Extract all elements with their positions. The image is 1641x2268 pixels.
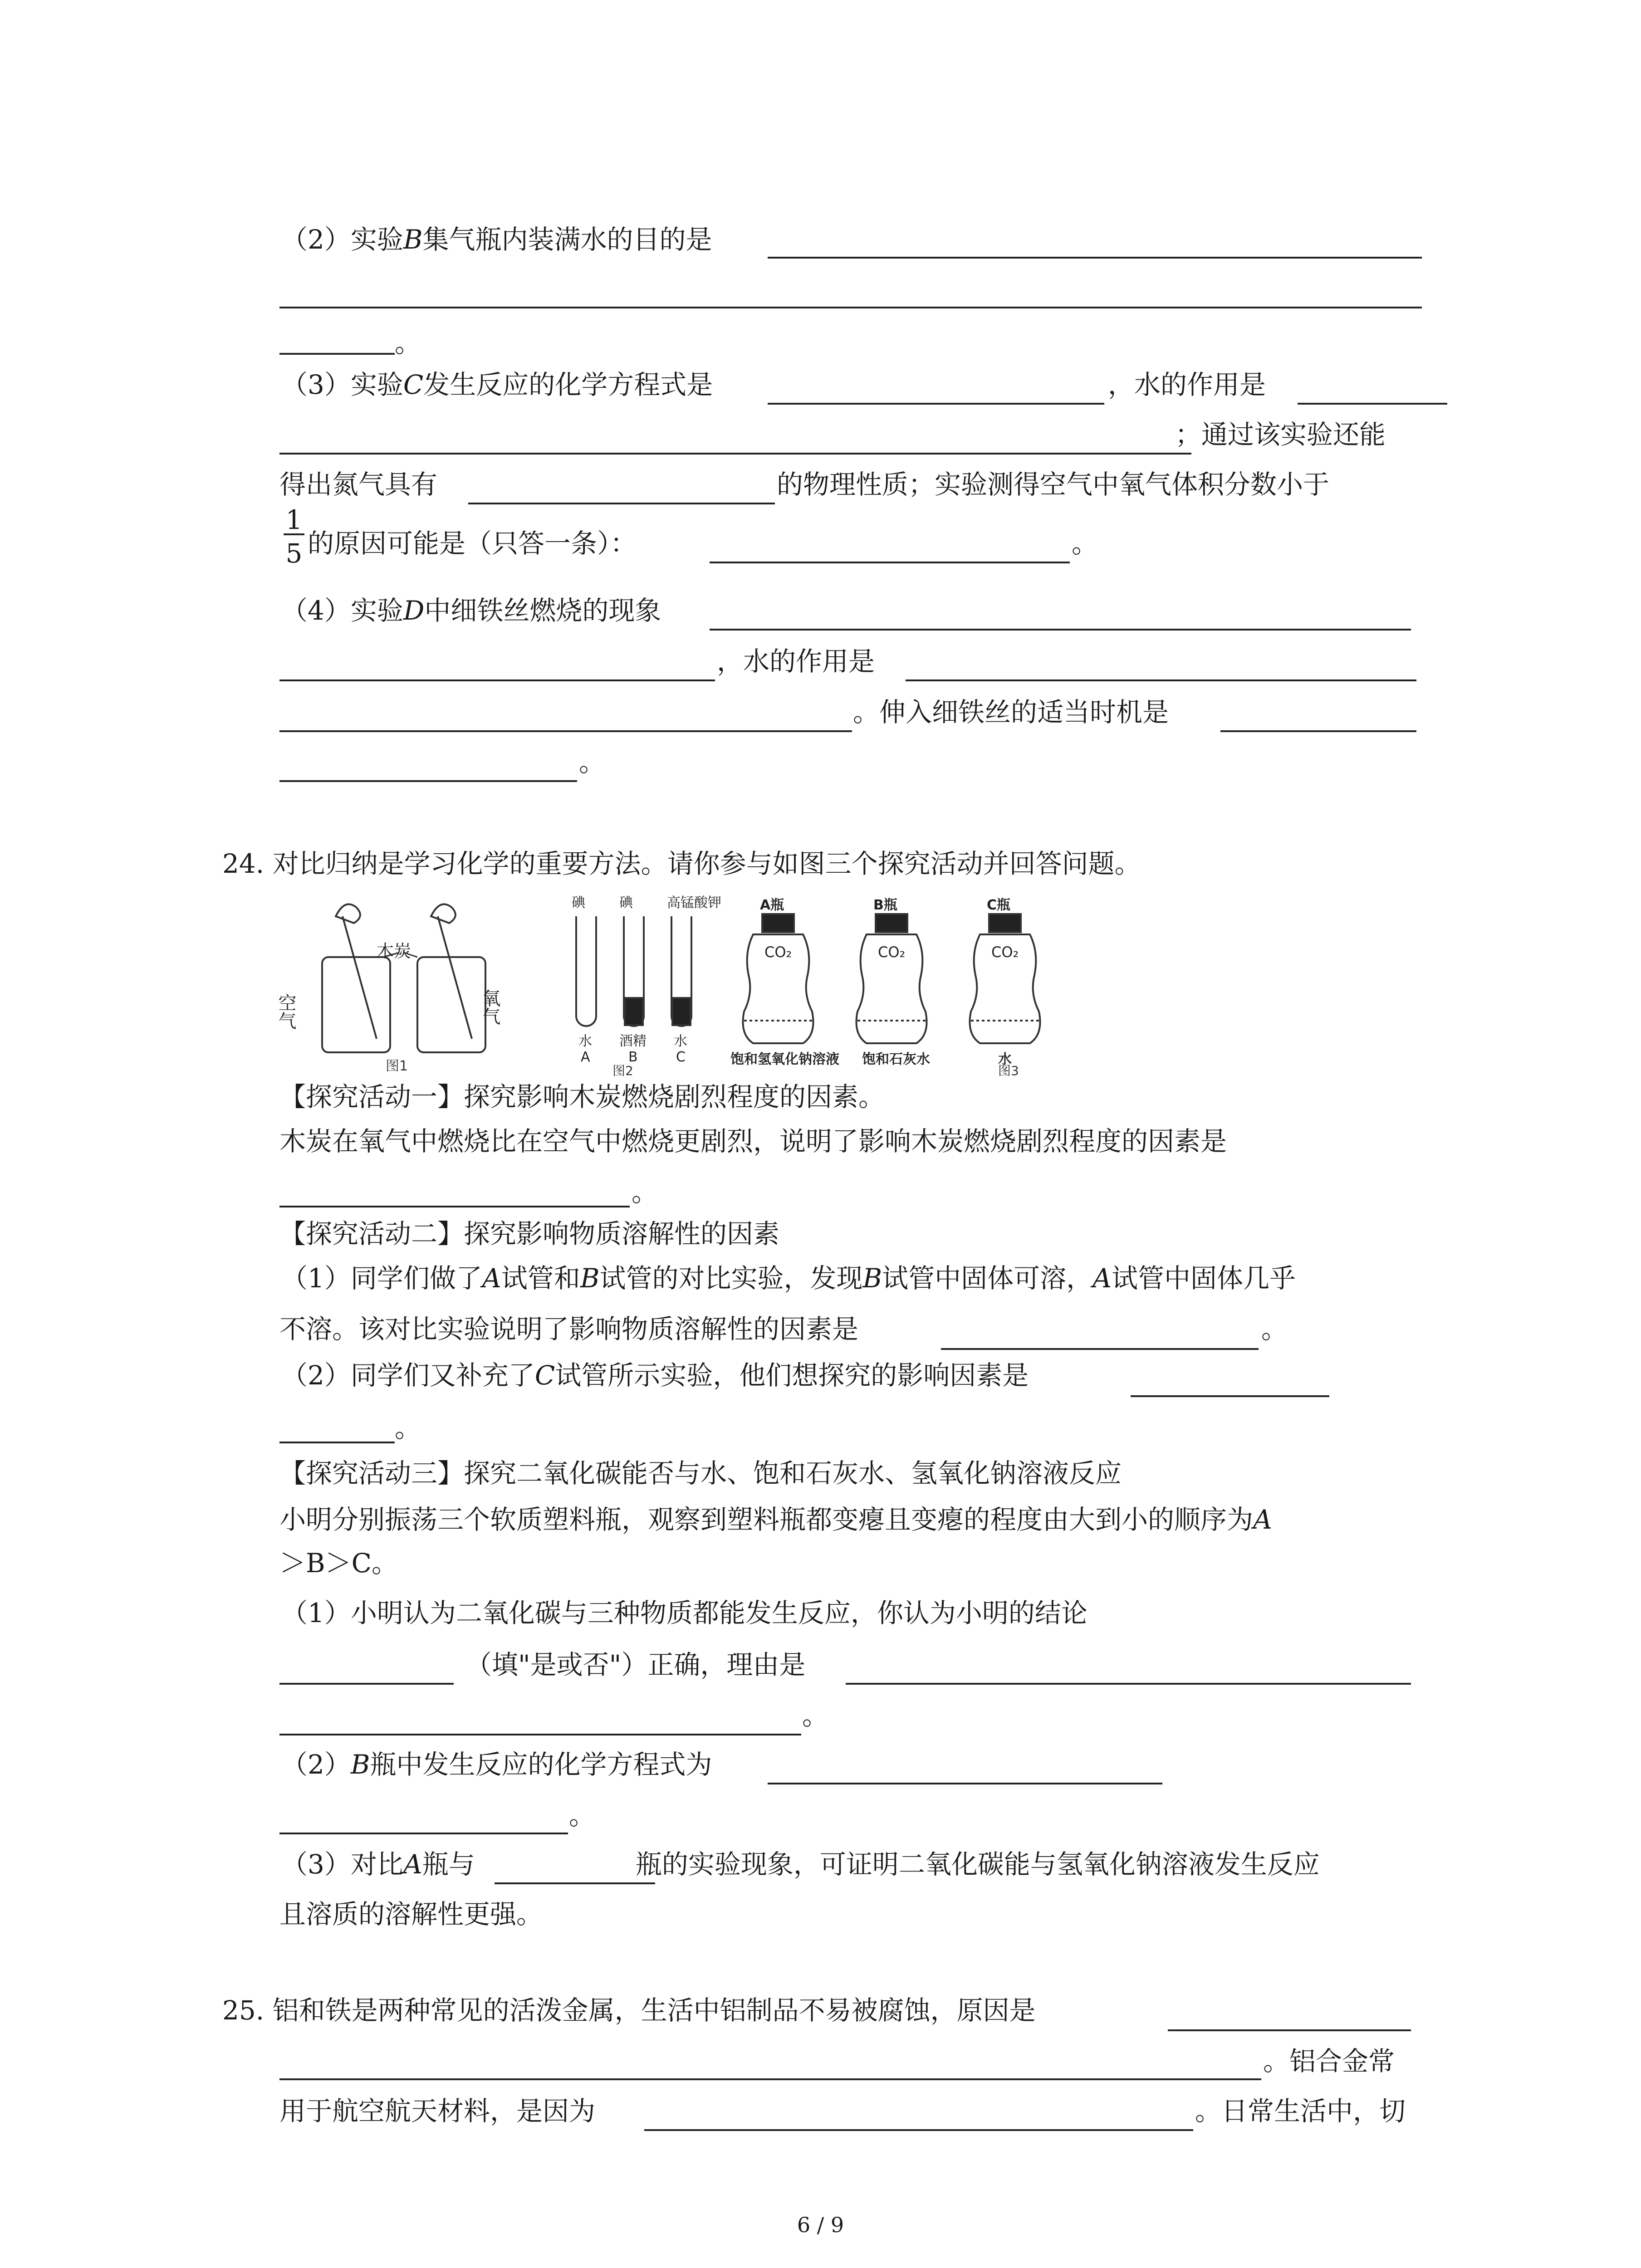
answer-blank[interactable] <box>710 562 1070 563</box>
page-number: 6 / 9 <box>797 2213 844 2237</box>
fraction-bar <box>284 533 304 535</box>
q25-line3a: 用于航空航天材料，是因为 <box>279 2096 596 2126</box>
q23-p2-line1: （2）实验B集气瓶内装满水的目的是 <box>281 224 712 255</box>
answer-blank[interactable] <box>495 1882 655 1884</box>
activity2-q2: （2）同学们又补充了C试管所示实验，他们想探究的影响因素是 <box>281 1360 1029 1391</box>
activity2-title: 【探究活动二】探究影响物质溶解性的因素 <box>279 1218 780 1249</box>
answer-blank[interactable] <box>279 2078 1261 2080</box>
answer-blank[interactable] <box>279 1442 395 1443</box>
fig2-tube-b: B <box>628 1049 638 1065</box>
fig2-caption: 图2 <box>612 1063 633 1078</box>
fig2-test-tubes <box>576 916 691 1026</box>
q23-p4-line3: 。伸入细铁丝的适当时机是 <box>853 697 1169 728</box>
answer-blank[interactable] <box>279 1734 801 1735</box>
activity1-title: 【探究活动一】探究影响木炭燃烧剧烈程度的因素。 <box>279 1081 885 1112</box>
fraction-numerator: 1 <box>285 504 303 535</box>
answer-blank[interactable] <box>846 1683 1411 1685</box>
answer-blank[interactable] <box>644 2129 1193 2131</box>
fig3-bottle-b: B瓶 <box>873 897 897 913</box>
answer-blank[interactable] <box>1220 730 1416 732</box>
activity1-body: 木炭在氧气中燃烧比在空气中燃烧更剧烈，说明了影响木炭燃烧剧烈程度的因素是 <box>279 1126 1227 1157</box>
answer-blank[interactable] <box>279 307 1422 308</box>
fig2-reagent-a: 碘 <box>572 895 585 911</box>
q23-p4-line1: （4）实验D中细铁丝燃烧的现象 <box>281 595 661 626</box>
q23-p3-line1: （3）实验C发生反应的化学方程式是 <box>281 369 713 400</box>
fig2-solvent-a: 水 <box>578 1033 592 1049</box>
q23-p3-line3a: 得出氮气具有 <box>279 469 438 500</box>
answer-blank[interactable] <box>710 629 1411 631</box>
fig2-solvent-c: 水 <box>674 1033 687 1049</box>
q25-line2-end: 。铝合金常 <box>1263 2046 1395 2077</box>
activity3-q2-end: 。 <box>569 1800 596 1831</box>
answer-blank[interactable] <box>1168 2029 1411 2031</box>
answer-blank[interactable] <box>279 1206 630 1207</box>
fig3-bottles <box>743 914 1040 1043</box>
activity2-q1-end: 。 <box>1261 1314 1288 1344</box>
answer-blank[interactable] <box>279 1833 568 1834</box>
fig3-gas-b: CO₂ <box>878 943 906 961</box>
fraction-denominator: 5 <box>285 538 303 569</box>
fig2-solvent-b: 酒精 <box>619 1033 647 1049</box>
q23-p3-line3b: 的物理性质；实验测得空气中氧气体积分数小于 <box>777 469 1330 500</box>
fig2-tube-a: A <box>581 1049 590 1065</box>
answer-blank[interactable] <box>768 403 1104 405</box>
activity3-title: 【探究活动三】探究二氧化碳能否与水、饱和石灰水、氢氧化钠溶液反应 <box>279 1458 1122 1489</box>
answer-blank[interactable] <box>279 679 715 681</box>
q23-p2-end: 。 <box>395 327 421 358</box>
activity3-q3-line2: 且溶质的溶解性更强。 <box>279 1899 543 1930</box>
fig3-gas-c: CO₂ <box>991 943 1019 961</box>
answer-blank[interactable] <box>768 1783 1162 1784</box>
q23-p4-end: 。 <box>579 747 606 777</box>
answer-blank[interactable] <box>941 1348 1259 1350</box>
experiment-figure <box>275 889 1134 1080</box>
fig3-liquid-b: 饱和石灰水 <box>862 1051 930 1067</box>
fig3-gas-a: CO₂ <box>764 943 792 961</box>
fig2-tube-c: C <box>676 1049 686 1065</box>
fig3-liquid-a: 饱和氢氧化钠溶液 <box>730 1051 839 1067</box>
q23-p3-end: 。 <box>1072 528 1098 559</box>
fig3-liquid-c: 水 <box>998 1051 1012 1067</box>
answer-blank[interactable] <box>768 257 1422 259</box>
activity3-q1-line2: （填"是或否"）正确，理由是 <box>465 1649 806 1680</box>
q23-p3-tail: ；通过该实验还能 <box>1175 419 1386 450</box>
activity3-q1-line1: （1）小明认为二氧化碳与三种物质都能发生反应，你认为小明的结论 <box>281 1598 1087 1628</box>
activity3-order: ＞B＞C。 <box>279 1548 398 1579</box>
activity2-q2-end: 。 <box>395 1413 421 1443</box>
fig1-charcoal-combustion <box>322 904 485 1052</box>
activity3-q2: （2）B瓶中发生反应的化学方程式为 <box>281 1749 712 1780</box>
answer-blank[interactable] <box>279 353 395 355</box>
q23-p3-line4: 的原因可能是（只答一条）： <box>308 528 637 559</box>
fig1-label-air: 空气 <box>275 993 296 1030</box>
fig2-reagent-b: 碘 <box>619 895 633 911</box>
q24-stem: 24. 对比归纳是学习化学的重要方法。请你参与如图三个探究活动并回答问题。 <box>222 848 1141 879</box>
fig1-label-oxygen: 氧气 <box>480 989 500 1025</box>
q25-line1: 25. 铝和铁是两种常见的活泼金属，生活中铝制品不易被腐蚀，原因是 <box>222 1995 1036 2026</box>
answer-blank[interactable] <box>906 679 1416 681</box>
activity2-q1-line2: 不溶。该对比实验说明了影响物质溶解性的因素是 <box>279 1314 859 1344</box>
fig3-bottle-a: A瓶 <box>760 897 784 913</box>
fig3-bottle-c: C瓶 <box>987 897 1011 913</box>
activity2-q1-line1: （1）同学们做了A试管和B试管的对比实验，发现B试管中固体可溶，A试管中固体几乎 <box>281 1263 1296 1294</box>
fig1-label-charcoal: 木炭 <box>377 941 411 961</box>
answer-blank[interactable] <box>279 730 852 732</box>
fig1-caption: 图1 <box>386 1058 408 1074</box>
answer-blank[interactable] <box>1298 403 1447 405</box>
answer-blank[interactable] <box>1131 1395 1329 1397</box>
activity3-body-line1: 小明分别振荡三个软质塑料瓶，观察到塑料瓶都变瘪且变瘪的程度由大到小的顺序为A <box>279 1504 1272 1535</box>
answer-blank[interactable] <box>279 1683 454 1685</box>
activity1-end: 。 <box>632 1177 658 1207</box>
answer-blank[interactable] <box>279 780 577 782</box>
q23-p3-mid: ，水的作用是 <box>1108 369 1266 400</box>
answer-blank[interactable] <box>468 503 775 504</box>
activity3-q3-line1: （3）对比A瓶与 瓶的实验现象，可证明二氧化碳能与氢氧化钠溶液发生反应 <box>281 1849 1320 1880</box>
answer-blank[interactable] <box>279 453 1191 455</box>
q23-p4-mid: ，水的作用是 <box>717 646 875 677</box>
fig3-caption: 图3 <box>998 1063 1019 1078</box>
q25-line3b: 。日常生活中，切 <box>1195 2096 1406 2126</box>
activity3-q1-end: 。 <box>802 1700 829 1731</box>
fig2-reagent-c: 高锰酸钾 <box>667 895 721 911</box>
